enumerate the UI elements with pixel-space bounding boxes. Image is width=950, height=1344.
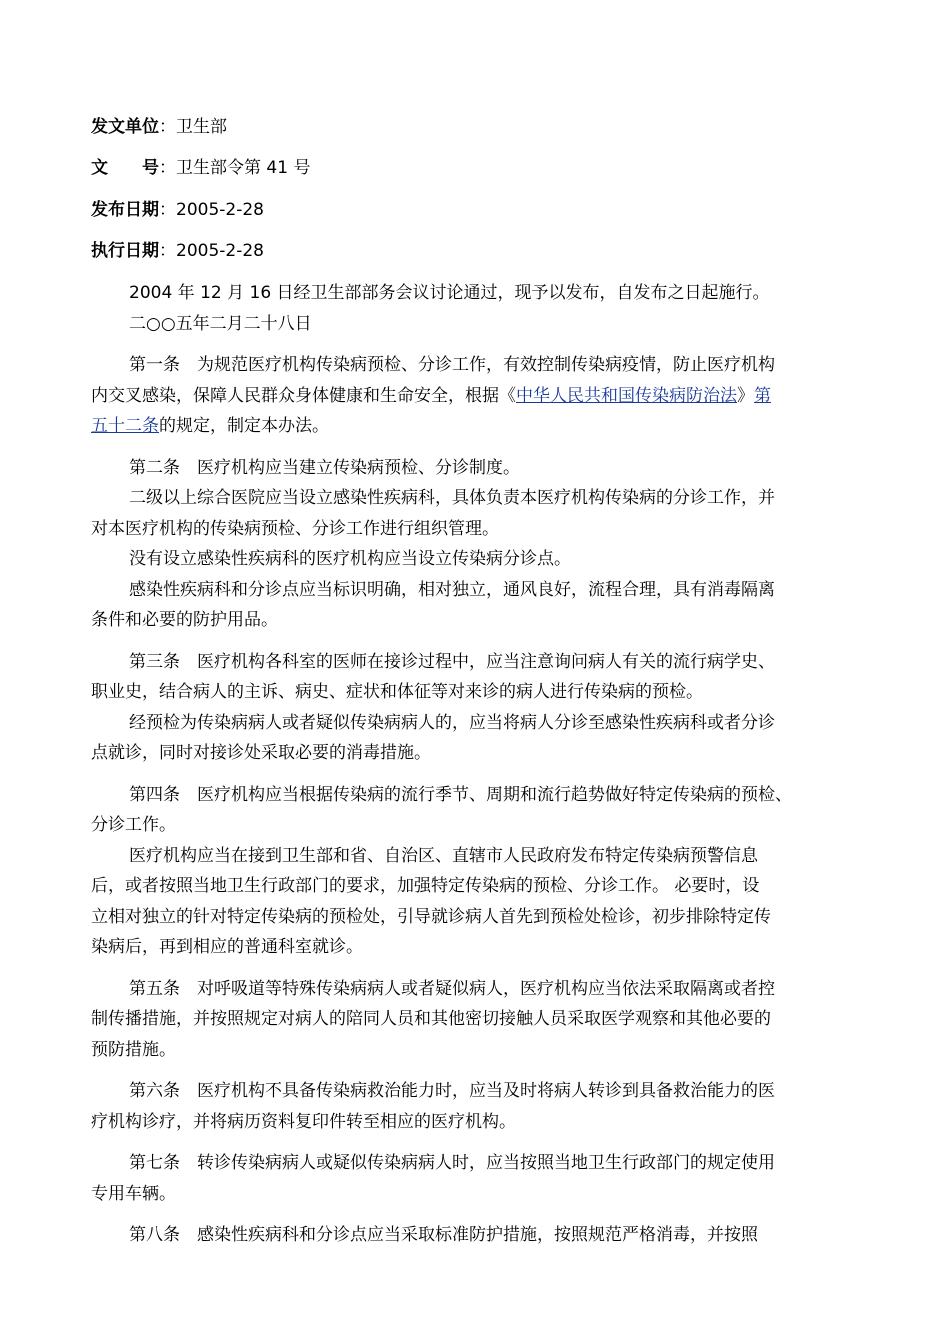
article-1-line-3 (91, 411, 861, 442)
article-3-line-3: 经预检为传染病病人或者疑似传染病病人的，应当将病人分诊至感染性疾病科或者分诊 (129, 712, 775, 733)
article-2-line-1: 第二条 医疗机构应当建立传染病预检、分诊制度。 (129, 457, 520, 478)
issuer-colon: ： (159, 117, 176, 136)
pubdate-value: 2005-2-28 (176, 200, 264, 220)
docno-colon: ： (159, 158, 176, 177)
article-5-line-2: 制传播措施，并按照规定对病人的陪同人员和其他密切接触人员采取医学观察和其他必要的 (91, 1009, 771, 1029)
paragraph-gap (91, 1065, 861, 1076)
article-4-line-3: 医疗机构应当在接到卫生部和省、自治区、直辖市人民政府发布特定传染病预警信息 (129, 845, 758, 866)
article-4-line-6: 染病后，再到相应的普通科室就诊。 (91, 937, 363, 957)
article-2-line-2: 二级以上综合医院应当设立感染性疾病科，具体负责本医疗机构传染病的分诊工作，并 (129, 488, 775, 508)
article-2-line-6: 条件和必要的防护用品。 (91, 610, 278, 630)
article-3-line-2: 职业史，结合病人的主诉、病史、症状和体征等对来诊的病人进行传染病的预检。 (91, 682, 703, 702)
article-1-text-2b: 》 (737, 385, 754, 406)
execdate-colon: ： (159, 241, 176, 260)
meta-pubdate (91, 199, 264, 221)
article-6-line-1: 第六条 医疗机构不具备传染病救治能力时，应当及时将病人转诊到具备救治能力的医 (129, 1081, 775, 1101)
article-52-link-part-2[interactable]: 五十二条 (91, 416, 159, 436)
article-5-line-3: 预防措施。 (91, 1039, 176, 1060)
article-8-line-1: 第八条 感染性疾病科和分诊点应当采取标准防护措施，按照规范严格消毒，并按照 (129, 1225, 758, 1245)
paragraph-gap (91, 1209, 861, 1220)
meta-docno (91, 157, 310, 179)
issuer-label: 发文单位 (91, 117, 159, 137)
article-4-line-1: 第四条 医疗机构应当根据传染病的流行季节、周期和流行趋势做好特定传染病的预检、 (129, 784, 792, 805)
article-3-line-4: 点就诊，同时对接诊处采取必要的消毒措施。 (91, 743, 431, 763)
docno-value: 卫生部令第 41 号 (176, 158, 311, 178)
article-7-line-2: 专用车辆。 (91, 1183, 176, 1204)
article-7-line-1: 第七条 转诊传染病病人或疑似传染病病人时，应当按照当地卫生行政部门的规定使用 (129, 1153, 775, 1173)
paragraph-gap (91, 636, 861, 647)
execdate-label: 执行日期 (91, 241, 159, 261)
article-1-text-2a: 内交叉感染，保障人民群众身体健康和生命安全，根据《 (91, 385, 516, 406)
pubdate-colon: ： (159, 200, 176, 219)
meta-issuer (91, 116, 227, 138)
article-1-line-2 (91, 381, 861, 412)
paragraph-gap (91, 963, 861, 974)
preamble-line-1: 2004 年 12 月 16 日经卫生部部务会议讨论通过，现予以发布，自发布之日起施行。 (129, 283, 770, 303)
article-2-line-3: 对本医疗机构的传染病预检、分诊工作进行组织管理。 (91, 518, 499, 539)
paragraph-gap (91, 442, 861, 453)
article-52-link-part-1[interactable]: 第 (754, 385, 771, 406)
article-2-line-5: 感染性疾病科和分诊点应当标识明确，相对独立，通风良好，流程合理，具有消毒隔离 (129, 579, 775, 600)
article-5-line-1: 第五条 对呼吸道等特殊传染病病人或者疑似病人，医疗机构应当依法采取隔离或者控 (129, 978, 775, 999)
article-2-line-4: 没有设立感染性疾病科的医疗机构应当设立传染病分诊点。 (129, 549, 571, 569)
execdate-value: 2005-2-28 (176, 241, 264, 261)
paragraph-gap (91, 1137, 861, 1148)
article-6-line-2: 疗机构诊疗，并将病历资料复印件转至相应的医疗机构。 (91, 1111, 516, 1132)
article-1-line-1: 第一条 为规范医疗机构传染病预检、分诊工作，有效控制传染病疫情，防止医疗机构 (129, 355, 775, 375)
article-4-line-5: 立相对独立的针对特定传染病的预检处，引导就诊病人首先到预检处检诊，初步排除特定传 (91, 906, 771, 927)
meta-execdate (91, 240, 264, 262)
paragraph-gap (91, 339, 861, 350)
article-4-line-2: 分诊工作。 (91, 815, 176, 835)
paragraph-gap (91, 769, 861, 780)
document-body (91, 278, 861, 1251)
preamble-line-2: 二○○五年二月二十八日 (129, 313, 312, 334)
article-1-text-3: 的规定，制定本办法。 (159, 416, 329, 436)
docno-label: 文 号 (91, 158, 159, 178)
article-4-line-4: 后，或者按照当地卫生行政部门的要求，加强特定传染病的预检、分诊工作。 必要时，设 (91, 876, 760, 896)
issuer-value: 卫生部 (176, 117, 227, 137)
article-3-line-1: 第三条 医疗机构各科室的医师在接诊过程中，应当注意询问病人有关的流行病学史、 (129, 651, 775, 672)
law-link[interactable]: 中华人民共和国传染病防治法 (516, 385, 737, 406)
pubdate-label: 发布日期 (91, 200, 159, 220)
